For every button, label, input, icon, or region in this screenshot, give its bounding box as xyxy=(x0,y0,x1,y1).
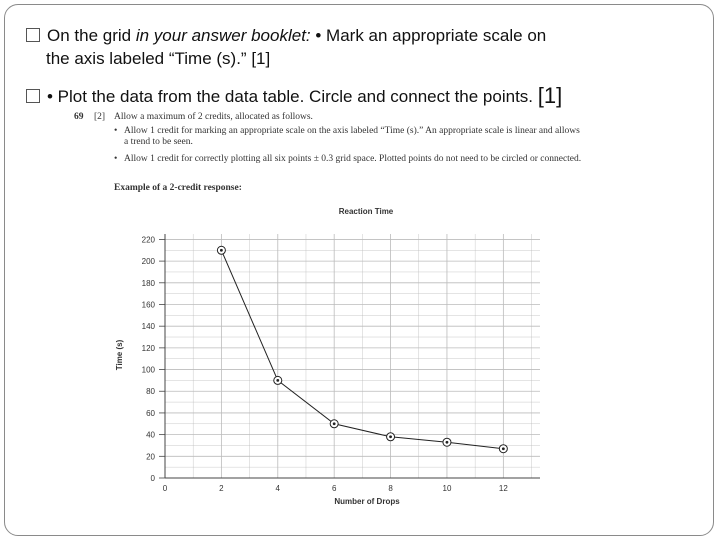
x-tick-label: 12 xyxy=(498,484,508,493)
y-tick-label: 180 xyxy=(141,278,155,288)
chart-title: Reaction Time xyxy=(338,207,394,216)
data-point-dot xyxy=(220,249,223,252)
y-tick-label: 80 xyxy=(146,387,155,397)
rubric-allocation: Allow a maximum of 2 credits, allocated as follows. xyxy=(114,112,313,122)
y-axis-label: Time (s) xyxy=(115,339,124,371)
bullet-2-mark: [1] xyxy=(537,83,563,108)
y-tick-label: 200 xyxy=(141,257,155,267)
bullet-1-text-pre: On the grid xyxy=(47,26,136,45)
x-tick-label: 4 xyxy=(275,484,281,493)
y-tick-label: 160 xyxy=(141,300,155,310)
rubric-points: [2] xyxy=(94,112,106,122)
y-tick-label: 0 xyxy=(150,474,155,483)
bullet-plot-instruction xyxy=(26,84,562,108)
x-tick-label: 10 xyxy=(442,484,452,493)
rubric-question-number: 69 xyxy=(74,112,84,122)
bullet-scale-instruction xyxy=(26,24,676,70)
reaction-time-chart xyxy=(108,200,558,512)
rubric-credit-1-text: Allow 1 credit for marking an appropriate scale on the axis labeled “Time (s).” An appropriate scale is linear and allows a trend to be seen. xyxy=(124,126,580,147)
data-point-dot xyxy=(389,435,392,438)
x-axis-label: Number of Drops xyxy=(334,497,400,506)
x-tick-label: 0 xyxy=(162,484,168,493)
data-point-dot xyxy=(502,447,505,450)
bullet-1-line-2: the axis labeled “Time (s).” [1] xyxy=(46,49,271,68)
x-tick-label: 8 xyxy=(388,484,393,493)
y-tick-label: 120 xyxy=(141,343,155,353)
bullet-box-icon xyxy=(26,28,40,42)
bullet-2-text: • Plot the data from the data table. Circle and connect the points. xyxy=(47,87,534,106)
rubric-example-heading: Example of a 2-credit response: xyxy=(114,183,242,193)
y-tick-label: 20 xyxy=(146,452,155,462)
chart-grid xyxy=(165,234,540,478)
y-tick-label: 60 xyxy=(146,408,155,418)
data-point-dot xyxy=(276,379,279,382)
data-point-dot xyxy=(446,441,449,444)
rubric-bullet-icon: • xyxy=(114,126,118,136)
x-tick-label: 2 xyxy=(219,484,224,493)
chart-ticks xyxy=(142,235,509,493)
y-tick-label: 100 xyxy=(141,365,155,375)
rubric-credit-1 xyxy=(114,126,584,148)
rubric-credit-2 xyxy=(114,154,584,165)
data-point-dot xyxy=(333,422,336,425)
y-tick-label: 220 xyxy=(141,235,155,245)
rubric-bullet-icon: • xyxy=(114,154,118,164)
y-tick-label: 40 xyxy=(146,430,155,440)
bullet-1-text-em: in your answer booklet: xyxy=(135,26,311,45)
rubric-credit-2-text: Allow 1 credit for correctly plotting all six points ± 0.3 grid space. Plotted points do not need to be circled or connected. xyxy=(124,154,582,164)
x-tick-label: 6 xyxy=(331,484,337,493)
y-tick-label: 140 xyxy=(141,322,155,332)
bullet-1-text-post: • Mark an appropriate scale on xyxy=(310,26,547,45)
bullet-box-icon xyxy=(26,89,40,103)
